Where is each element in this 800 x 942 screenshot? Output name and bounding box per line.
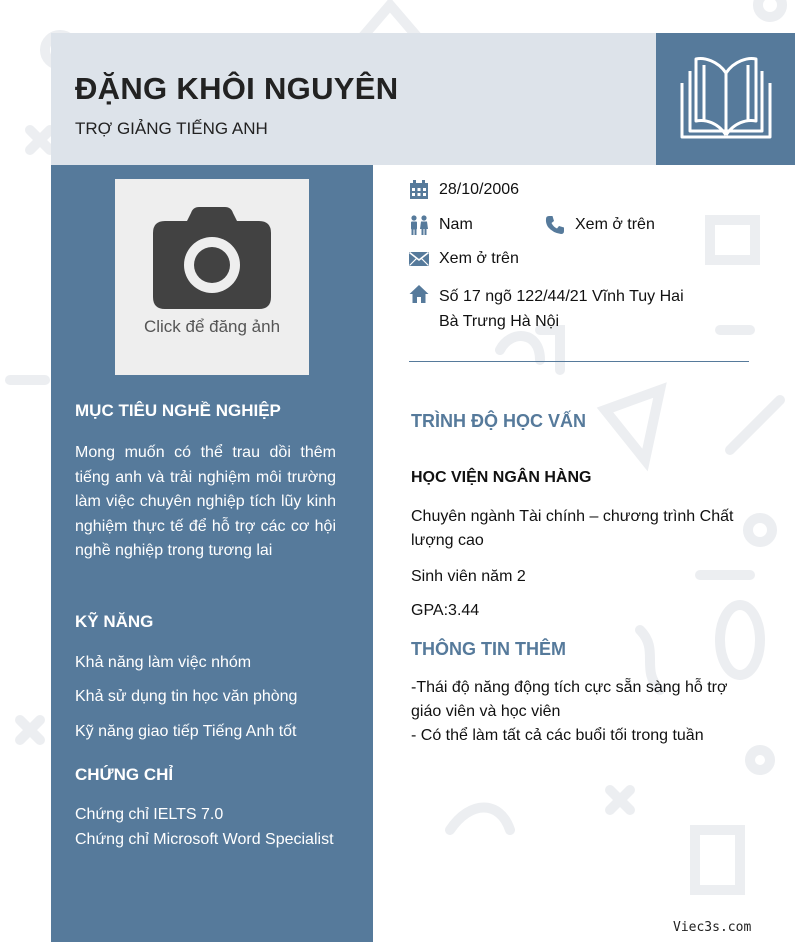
address-line-2: Bà Trưng Hà Nội bbox=[439, 313, 560, 330]
phone-icon bbox=[545, 215, 565, 235]
phone-value[interactable]: Xem ở trên bbox=[575, 216, 655, 233]
additional-info-line-1[interactable]: -Thái độ năng động tích cực sẵn sàng hỗ trợ giáo viên và học viên bbox=[411, 679, 728, 720]
address-line-1: Số 17 ngõ 122/44/21 Vĩnh Tuy Hai bbox=[439, 288, 684, 305]
section-divider bbox=[409, 361, 749, 362]
certificate-item[interactable]: Chứng chỉ IELTS 7.0 bbox=[75, 806, 224, 823]
footer-brand: Viec3s.com bbox=[673, 920, 752, 935]
certificates-heading: CHỨNG CHỈ bbox=[75, 765, 174, 784]
additional-info-line-2[interactable]: - Có thể làm tất cả các buổi tối trong tuần bbox=[411, 727, 704, 744]
header-icon-box bbox=[656, 33, 795, 165]
gender-row bbox=[409, 215, 473, 235]
email-icon bbox=[409, 249, 429, 269]
education-year[interactable]: Sinh viên năm 2 bbox=[411, 568, 526, 585]
certificate-item[interactable]: Chứng chỉ Microsoft Word Specialist bbox=[75, 831, 334, 848]
objective-heading: MỤC TIÊU NGHỀ NGHIỆP bbox=[75, 401, 281, 420]
phone-row bbox=[545, 215, 655, 235]
skill-item[interactable]: Khả năng làm việc nhóm bbox=[75, 654, 252, 671]
gender-icon bbox=[409, 215, 429, 235]
birthdate-value[interactable]: 28/10/2006 bbox=[439, 181, 520, 198]
school-name[interactable]: HỌC VIỆN NGÂN HÀNG bbox=[411, 469, 592, 486]
skill-item[interactable]: Khả sử dụng tin học văn phòng bbox=[75, 688, 298, 705]
gender-value[interactable]: Nam bbox=[439, 216, 473, 233]
home-icon bbox=[409, 284, 429, 304]
additional-info-heading: THÔNG TIN THÊM bbox=[411, 639, 566, 659]
candidate-name[interactable]: ĐẶNG KHÔI NGUYÊN bbox=[75, 71, 399, 106]
email-row bbox=[409, 249, 519, 269]
education-major[interactable]: Chuyên ngành Tài chính – chương trình Chất lượng cao bbox=[411, 508, 734, 549]
photo-upload[interactable] bbox=[115, 179, 309, 375]
photo-upload-label: Click để đăng ảnh bbox=[143, 317, 281, 336]
camera-icon bbox=[153, 207, 271, 309]
book-icon bbox=[678, 51, 774, 143]
objective-text[interactable]: Mong muốn có thể trau dồi thêm tiếng anh và trải nghiệm môi trường làm việc chuyên nghiệp tích lũy kinh nghiệm thực tế để hỗ trợ các cơ hội nghề nghiệp trong tương lai bbox=[75, 444, 336, 559]
header-panel bbox=[51, 33, 656, 165]
education-heading: TRÌNH ĐỘ HỌC VẤN bbox=[411, 411, 586, 431]
address-value[interactable] bbox=[439, 284, 684, 334]
skill-item[interactable]: Kỹ năng giao tiếp Tiếng Anh tốt bbox=[75, 723, 297, 740]
birthdate-row bbox=[409, 180, 519, 200]
calendar-icon bbox=[409, 180, 429, 200]
left-sidebar bbox=[51, 165, 373, 942]
skills-heading: KỸ NĂNG bbox=[75, 612, 154, 631]
email-value[interactable]: Xem ở trên bbox=[439, 250, 519, 267]
job-title[interactable]: TRỢ GIẢNG TIẾNG ANH bbox=[75, 119, 268, 138]
education-gpa[interactable]: GPA:3.44 bbox=[411, 602, 480, 619]
